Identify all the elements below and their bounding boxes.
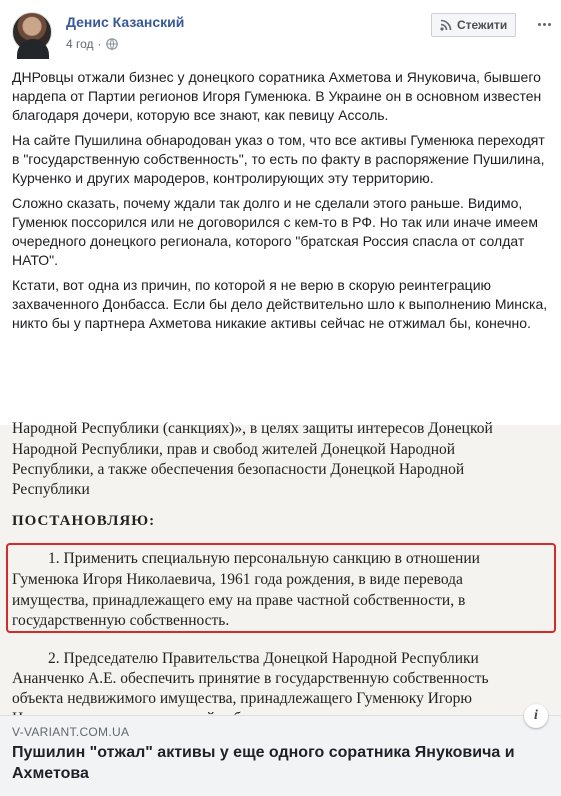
doc-text-line: Народной Республики (санкциях)», в целях защиты интересов Донецкой (12, 420, 493, 437)
post-paragraph: Кстати, вот одна из причин, по которой я не верю в скорую реинтеграцию захваченного Донбасса. Если бы дело действительно шло к выполнению Минска, никто бы у партнера Ахметова никакие активы сейчас не отжимал бы, конечно. (12, 277, 548, 331)
doc-text-line: объекта недвижимого имущества, принадлежащего Гуменюку Игорю (12, 690, 472, 707)
globe-icon (106, 38, 118, 50)
doc-text-line: имущества, принадлежащего ему на праве частной собственности, в (12, 592, 466, 609)
post-header (0, 0, 561, 62)
author-avatar[interactable] (12, 12, 52, 52)
doc-text-line: Республики (12, 481, 90, 498)
post-paragraph: Сложно сказать, почему ждали так долго и не сделали этого раньше. Видимо, Гуменюк поссорился или не договорился с кем-то в РФ. Но так или иначе имеем очередного донецкого регионала, которого "братская Россия спасла от солдат НАТО". (12, 195, 538, 268)
doc-heading: ПОСТАНОВЛЯЮ: (12, 513, 156, 529)
follow-label: Стежити (457, 18, 508, 32)
author-name[interactable]: Денис Казанский (66, 14, 185, 30)
follow-button[interactable] (431, 13, 516, 37)
doc-text-line: Народной Республики, прав и свобод жителей Донецкой Народной (12, 441, 456, 458)
doc-text-line: 1. Применить специальную персональную санкцию в отношении (48, 550, 480, 567)
post-body (12, 68, 550, 339)
post-paragraph: ДНРовцы отжали бизнес у донецкого соратника Ахметова и Януковича, бывшего нардепа от Партии регионов Игоря Гуменюка. В Украине он в основном известен благодаря дочери, которую все знают, как певицу Ассоль. (12, 69, 542, 123)
link-preview-card[interactable] (0, 708, 561, 796)
doc-text-line: 2. Председателю Правительства Донецкой Народной Республики (48, 650, 479, 667)
doc-text-line: Республики, а также обеспечения безопасности Донецкой Народной (12, 461, 465, 478)
link-title[interactable]: Пушилин "отжал" активы у еще одного соратника Януковича и Ахметова (12, 744, 515, 782)
link-domain: V-VARIANT.COM.UA (12, 725, 130, 739)
document-image[interactable] (0, 420, 561, 715)
post-time[interactable]: 4 год (66, 37, 94, 51)
rss-icon (440, 19, 452, 31)
doc-text-line: государственную собственность. (12, 612, 230, 629)
more-options-icon[interactable] (534, 14, 554, 34)
doc-text-line: Ананченко А.Е. обеспечить принятие в государственную собственность (12, 670, 489, 687)
doc-text-line: Гуменюка Игоря Николаевича, 1961 года рождения, в виде перевода (12, 571, 463, 588)
post-paragraph: На сайте Пушилина обнародован указ о том, что все активы Гуменюка переходят в "государственную собственность", то есть по факту в распоряжение Пушилина, Курченко и других мародеров, контролирующих эту территорию. (12, 132, 545, 186)
info-icon[interactable]: i (524, 704, 548, 728)
post-meta: 4 год · (66, 37, 118, 51)
